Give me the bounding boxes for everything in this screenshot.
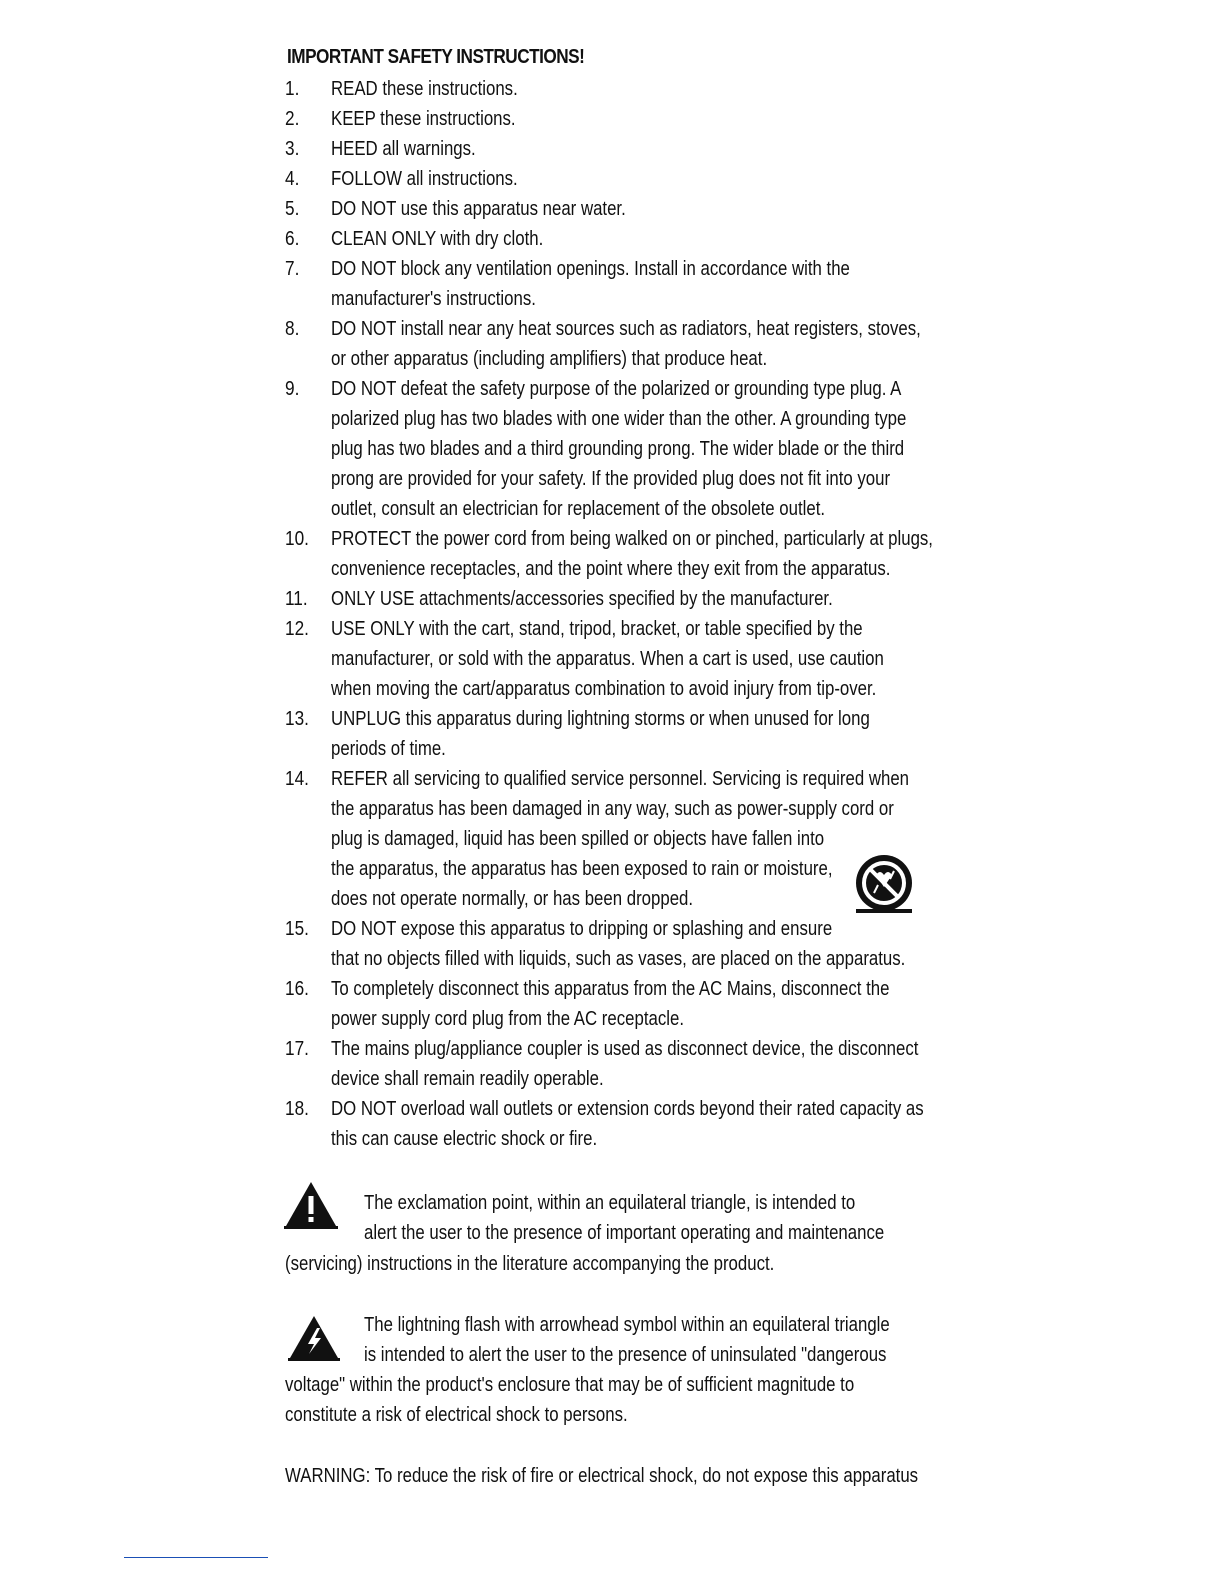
instruction-line: power supply cord plug from the AC receptacle.	[331, 1008, 684, 1030]
instruction-text	[331, 1034, 1030, 1094]
instruction-text	[331, 104, 551, 134]
instruction-line: plug is damaged, liquid has been spilled or objects have fallen into	[331, 828, 825, 850]
exclamation-triangle-icon	[284, 1180, 338, 1230]
instruction-item	[0, 254, 1224, 314]
instruction-line: PROTECT the power cord from being walked on or pinched, particularly at plugs,	[331, 528, 933, 550]
instruction-item	[0, 74, 1224, 104]
instruction-number: 8.	[285, 318, 300, 340]
instruction-text	[331, 1094, 1037, 1154]
instruction-number: 5.	[285, 198, 300, 220]
instruction-line: ONLY USE attachments/accessories specified by the manufacturer.	[331, 588, 833, 610]
instruction-item	[0, 194, 1224, 224]
instruction-number: 1.	[285, 78, 300, 100]
instruction-number: 11.	[285, 588, 308, 610]
instruction-text	[331, 314, 1033, 374]
lightning-note-line-4: constitute a risk of electrical shock to persons.	[285, 1404, 628, 1426]
instruction-line: prong are provided for your safety. If the provided plug does not fit into your	[331, 468, 891, 490]
instruction-item	[0, 134, 1224, 164]
instruction-line: CLEAN ONLY with dry cloth.	[331, 228, 544, 250]
instruction-line: DO NOT defeat the safety purpose of the polarized or grounding type plug. A	[331, 378, 902, 400]
instruction-line: when moving the cart/apparatus combination to avoid injury from tip-over.	[331, 678, 877, 700]
instruction-line: REFER all servicing to qualified service personnel. Servicing is required when	[331, 768, 910, 790]
instruction-item	[0, 104, 1224, 134]
instruction-line: USE ONLY with the cart, stand, tripod, bracket, or table specified by the	[331, 618, 863, 640]
instruction-text	[331, 914, 1015, 974]
instruction-text	[331, 704, 972, 764]
instruction-line: convenience receptacles, and the point where they exit from the apparatus.	[331, 558, 891, 580]
instruction-number: 12.	[285, 618, 309, 640]
instruction-line: DO NOT block any ventilation openings. Install in accordance with the	[331, 258, 850, 280]
instruction-number: 2.	[285, 108, 300, 130]
instruction-line: KEEP these instructions.	[331, 108, 516, 130]
instruction-item	[0, 1094, 1224, 1154]
instruction-item	[0, 314, 1224, 374]
instruction-line: the apparatus, the apparatus has been exposed to rain or moisture,	[331, 858, 833, 880]
instruction-line: manufacturer's instructions.	[331, 288, 536, 310]
instruction-line: that no objects filled with liquids, such as vases, are placed on the apparatus.	[331, 948, 906, 970]
instruction-number: 9.	[285, 378, 300, 400]
exclamation-note-line-3: (servicing) instructions in the literature accompanying the product.	[285, 1253, 775, 1275]
instruction-text	[331, 614, 989, 704]
exclamation-note-line-2: alert the user to the presence of important operating and maintenance	[364, 1222, 885, 1244]
instruction-text	[331, 374, 1016, 524]
instruction-line: UNPLUG this apparatus during lightning storms or when unused for long	[331, 708, 870, 730]
footer-rule	[124, 1557, 268, 1558]
instruction-line: device shall remain readily operable.	[331, 1068, 604, 1090]
instruction-line: The mains plug/appliance coupler is used as disconnect device, the disconnect	[331, 1038, 919, 1060]
instruction-line: periods of time.	[331, 738, 446, 760]
instruction-number: 4.	[285, 168, 300, 190]
lightning-note-line-2: is intended to alert the user to the presence of uninsulated "dangerous	[364, 1344, 887, 1366]
instruction-number: 3.	[285, 138, 300, 160]
instruction-text	[331, 134, 503, 164]
instruction-line: HEED all warnings.	[331, 138, 476, 160]
page-title: IMPORTANT SAFETY INSTRUCTIONS!	[287, 46, 585, 68]
instruction-text	[331, 254, 949, 314]
instruction-line: FOLLOW all instructions.	[331, 168, 518, 190]
instruction-item	[0, 1034, 1224, 1094]
instruction-number: 6.	[285, 228, 300, 250]
instruction-item	[0, 704, 1224, 764]
exclamation-note-line-1: The exclamation point, within an equilateral triangle, is intended to	[364, 1192, 856, 1214]
instruction-line: plug has two blades and a third grounding prong. The wider blade or the third	[331, 438, 905, 460]
lightning-note-line-1: The lightning flash with arrowhead symbol within an equilateral triangle	[364, 1314, 890, 1336]
instruction-line: polarized plug has two blades with one wider than the other. A grounding type	[331, 408, 907, 430]
instruction-line: or other apparatus (including amplifiers) that produce heat.	[331, 348, 768, 370]
instruction-item	[0, 524, 1224, 584]
instruction-text	[331, 164, 553, 194]
instruction-line: READ these instructions.	[331, 78, 518, 100]
instruction-number: 7.	[285, 258, 300, 280]
lightning-triangle-icon	[288, 1314, 340, 1362]
instructions-list	[0, 74, 1224, 1154]
instruction-item	[0, 224, 1224, 254]
instruction-line: To completely disconnect this apparatus from the AC Mains, disconnect the	[331, 978, 890, 1000]
instruction-item	[0, 914, 1224, 974]
instruction-line: DO NOT expose this apparatus to dripping or splashing and ensure	[331, 918, 833, 940]
instruction-number: 18.	[285, 1098, 309, 1120]
no-wet-environment-icon	[854, 853, 914, 915]
instruction-text	[331, 194, 682, 224]
instruction-line: outlet, consult an electrician for replacement of the obsolete outlet.	[331, 498, 826, 520]
instruction-text	[331, 524, 1048, 584]
instruction-line: DO NOT overload wall outlets or extension cords beyond their rated capacity as	[331, 1098, 924, 1120]
instruction-line: manufacturer, or sold with the apparatus. When a cart is used, use caution	[331, 648, 884, 670]
instruction-item	[0, 974, 1224, 1034]
instruction-item	[0, 164, 1224, 194]
lightning-note-line-3: voltage" within the product's enclosure that may be of sufficient magnitude to	[285, 1374, 855, 1396]
warning-text: WARNING: To reduce the risk of fire or electrical shock, do not expose this apparatus	[285, 1465, 919, 1487]
instruction-text	[331, 764, 1019, 914]
instruction-number: 16.	[285, 978, 309, 1000]
instruction-item	[0, 584, 1224, 614]
instruction-line: this can cause electric shock or fire.	[331, 1128, 598, 1150]
instruction-text	[331, 74, 553, 104]
instruction-number: 10.	[285, 528, 309, 550]
instruction-number: 14.	[285, 768, 309, 790]
instruction-text	[331, 584, 928, 614]
instruction-number: 17.	[285, 1038, 309, 1060]
instruction-text	[331, 224, 584, 254]
instruction-line: does not operate normally, or has been dropped.	[331, 888, 694, 910]
instruction-number: 15.	[285, 918, 309, 940]
instruction-line: DO NOT install near any heat sources such as radiators, heat registers, stoves,	[331, 318, 921, 340]
instruction-line: DO NOT use this apparatus near water.	[331, 198, 626, 220]
instruction-number: 13.	[285, 708, 309, 730]
instruction-item	[0, 614, 1224, 704]
instruction-item	[0, 764, 1224, 914]
instruction-line: the apparatus has been damaged in any way, such as power-supply cord or	[331, 798, 894, 820]
instruction-item	[0, 374, 1224, 524]
instruction-text	[331, 974, 996, 1034]
